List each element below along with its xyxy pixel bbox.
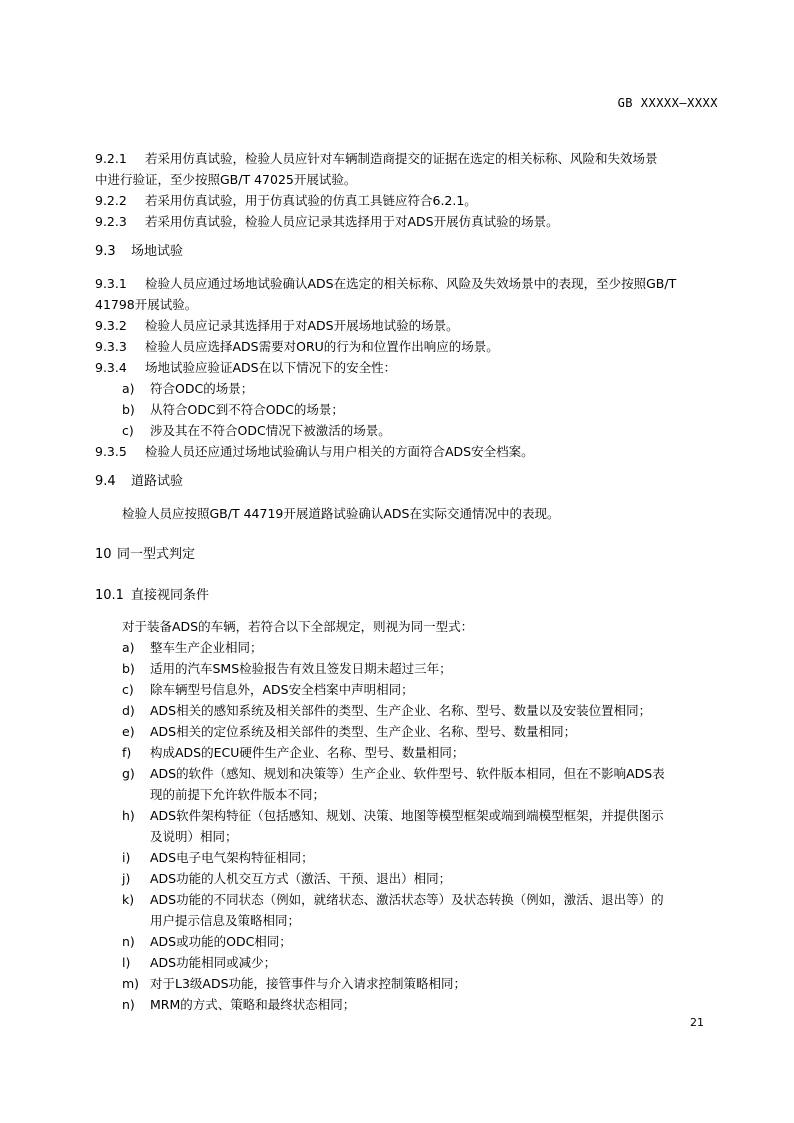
list-label: j) [122, 871, 131, 886]
chapter-number: 10 [95, 547, 112, 562]
list-item-cont: 用户提示信息及策略相同； [150, 913, 301, 928]
section-title: 直接视同条件 [131, 588, 210, 603]
clause-9-2-1-cont: 中进行验证，至少按照GB/T 47025开展试验。 [95, 172, 357, 187]
clause-9-2-2 [95, 190, 477, 211]
list-text: ADS相关的感知系统及相关部件的类型、生产企业、名称、型号、数量以及安装位置相同； [150, 703, 652, 718]
list-label: d) [122, 703, 135, 718]
list-item [122, 420, 391, 441]
list-text: ADS功能的人机交互方式（激活、干预、退出）相同； [150, 871, 452, 886]
clause-9-3-4 [95, 357, 396, 378]
list-label: c) [122, 423, 134, 438]
section-number: 9.3 [95, 244, 116, 259]
clause-text: 检验人员应选择ADS需要对ORU的行为和位置作出响应的场景。 [145, 339, 499, 354]
list-label: m) [122, 976, 140, 991]
list-item [122, 700, 651, 721]
standard-code-header: GB XXXXX—XXXX [617, 96, 718, 110]
clause-9-3-1-cont: 41798开展试验。 [95, 297, 198, 312]
list-item [122, 742, 464, 763]
page-number: 21 [690, 1016, 704, 1029]
clause-number: 9.2.3 [95, 214, 127, 229]
list-item-cont: 及说明）相同； [150, 829, 238, 844]
list-text: ADS功能相同或减少； [150, 955, 277, 970]
list-text: 涉及其在不符合ODC情况下被激活的场景。 [150, 423, 391, 438]
clause-text: 场地试验应验证ADS在以下情况下的安全性： [145, 360, 397, 375]
paragraph-9-4: 检验人员应按照GB/T 44719开展道路试验确认ADS在实际交通情况中的表现。 [122, 506, 560, 521]
list-item [122, 658, 452, 679]
list-item [122, 763, 665, 784]
clause-9-2-3 [95, 211, 559, 232]
list-text: 适用的汽车SMS检验报告有效且签发日期未超过三年； [150, 661, 452, 676]
list-text: ADS的软件（感知、规划和决策等）生产企业、软件型号、软件版本相同，但在不影响ADS表 [150, 766, 665, 781]
list-item [122, 805, 664, 826]
list-text: 从符合ODC到不符合ODC的场景； [150, 402, 344, 417]
list-text: MRM的方式、策略和最终状态相同； [150, 997, 356, 1012]
clause-number: 9.2.2 [95, 193, 127, 208]
paragraph-10-1: 对于装备ADS的车辆，若符合以下全部规定，则视为同一型式： [122, 619, 474, 634]
list-label: a) [122, 640, 135, 655]
list-item [122, 931, 292, 952]
clause-number: 9.3.2 [95, 318, 127, 333]
list-label: b) [122, 661, 135, 676]
list-item [122, 637, 263, 658]
list-label: l) [122, 955, 131, 970]
list-text: ADS软件架构特征（包括感知、规划、决策、地图等模型框架或端到端模型框架，并提供图示 [150, 808, 664, 823]
clause-text: 若采用仿真试验，用于仿真试验的仿真工具链应符合6.2.1。 [145, 193, 477, 208]
list-item [122, 679, 414, 700]
list-label: n) [122, 997, 135, 1012]
section-heading-9-4 [95, 471, 183, 492]
list-label: c) [122, 682, 134, 697]
list-label: e) [122, 724, 135, 739]
clause-number: 9.3.5 [95, 444, 127, 459]
list-item [122, 378, 253, 399]
clause-text: 检验人员应记录其选择用于对ADS开展场地试验的场景。 [145, 318, 459, 333]
clause-9-3-1 [95, 273, 676, 294]
clause-number: 9.3.3 [95, 339, 127, 354]
clause-9-3-5 [95, 441, 534, 462]
list-text: 构成ADS的ECU硬件生产企业、名称、型号、数量相同； [150, 745, 465, 760]
clause-9-3-2 [95, 315, 459, 336]
clause-text: 检验人员应通过场地试验确认ADS在选定的相关标称、风险及失效场景中的表现，至少按照GB/T [145, 276, 677, 291]
list-text: 符合ODC的场景； [150, 381, 254, 396]
list-text: 对于L3级ADS功能，接管事件与介入请求控制策略相同； [150, 976, 467, 991]
list-label: g) [122, 766, 135, 781]
clause-text: 若采用仿真试验，检验人员应针对车辆制造商提交的证据在选定的相关标称、风险和失效场景 [145, 151, 658, 166]
list-label: n) [122, 934, 135, 949]
list-text: ADS或功能的ODC相同； [150, 934, 292, 949]
clause-9-2-1 [95, 148, 658, 169]
list-item [122, 994, 355, 1015]
list-item [122, 868, 451, 889]
list-label: f) [122, 745, 132, 760]
section-title: 场地试验 [131, 244, 184, 259]
list-text: ADS功能的不同状态（例如，就绪状态、激活状态等）及状态转换（例如，激活、退出等）的 [150, 892, 664, 907]
list-text: ADS相关的定位系统及相关部件的类型、生产企业、名称、型号、数量相同； [150, 724, 577, 739]
clause-text: 若采用仿真试验，检验人员应记录其选择用于对ADS开展仿真试验的场景。 [145, 214, 559, 229]
clause-9-3-3 [95, 336, 499, 357]
section-title: 道路试验 [131, 474, 184, 489]
list-item [122, 721, 576, 742]
section-number: 9.4 [95, 474, 116, 489]
clause-text: 检验人员还应通过场地试验确认与用户相关的方面符合ADS安全档案。 [145, 444, 534, 459]
list-label: h) [122, 808, 135, 823]
list-item [122, 973, 466, 994]
list-text: 整车生产企业相同； [150, 640, 263, 655]
list-label: a) [122, 381, 135, 396]
list-text: ADS电子电气架构特征相同； [150, 850, 314, 865]
list-label: i) [122, 850, 131, 865]
clause-number: 9.3.1 [95, 276, 127, 291]
list-label: k) [122, 892, 135, 907]
list-item [122, 952, 276, 973]
clause-number: 9.2.1 [95, 151, 127, 166]
list-item-cont: 现的前提下允许软件版本不同； [150, 787, 326, 802]
chapter-title: 同一型式判定 [117, 547, 196, 562]
section-number: 10.1 [95, 588, 124, 603]
list-item [122, 889, 664, 910]
list-label: b) [122, 402, 135, 417]
clause-number: 9.3.4 [95, 360, 127, 375]
list-item [122, 847, 314, 868]
section-heading-10-1 [95, 585, 209, 606]
list-text: 除车辆型号信息外，ADS安全档案中声明相同； [150, 682, 414, 697]
chapter-heading-10 [95, 544, 195, 565]
section-heading-9-3 [95, 241, 183, 262]
list-item [122, 399, 344, 420]
